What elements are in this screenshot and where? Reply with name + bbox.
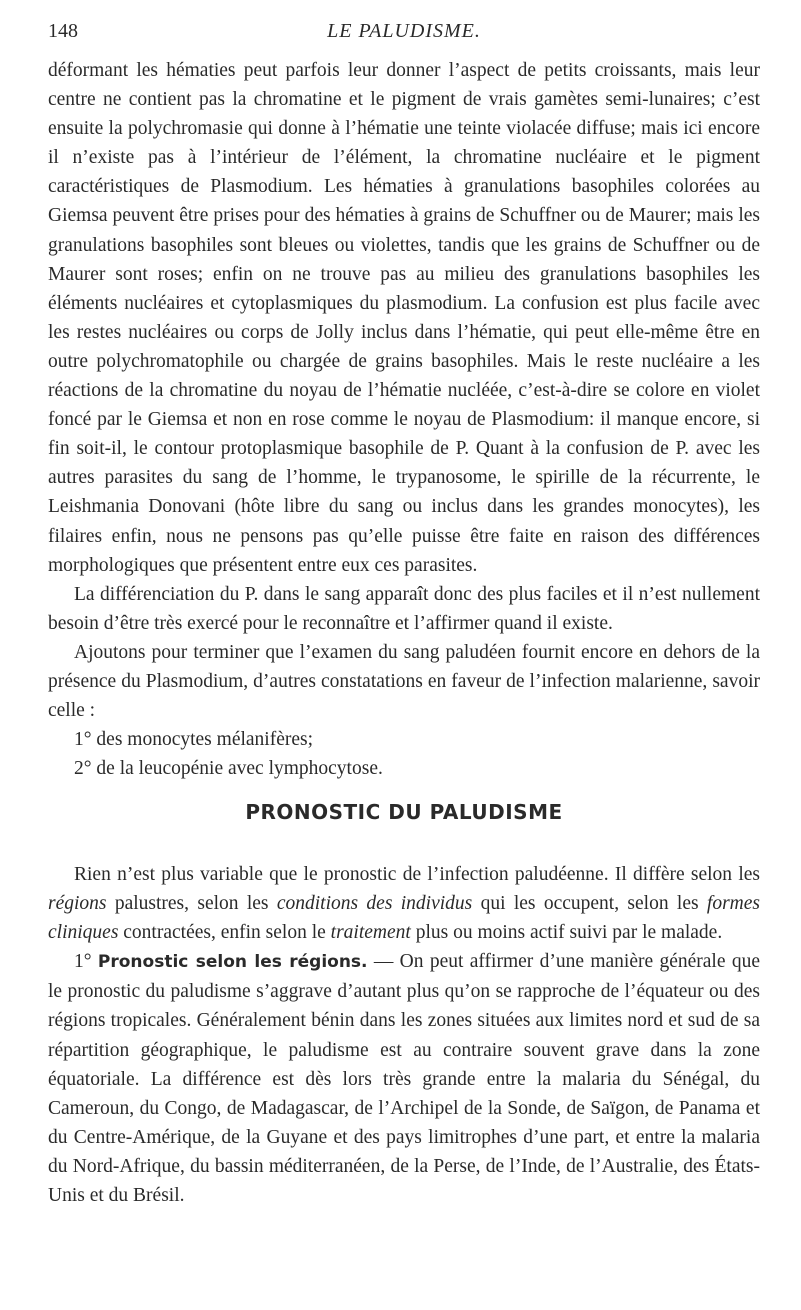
list-item-leucopenia: 2° de la leucopénie avec lymphocytose. bbox=[74, 758, 383, 780]
paragraph-continued: déformant les hématies peut parfois leur donner l’aspect de petits croissants, mais leur centre ne contient pas la chromatine et le pigment de vrais gamètes semi-lunaires; c’est ensuite la polychromasie qui donne à l’hématie une teinte violacée diffuse; mais ici encore il n’existe pas à l’intérieur de l’élément, la chromatine nucléaire et le pigment caractéristiques de Plasmodium. Les hématies à granulations basophiles colorées au Giemsa peuvent être prises pour des hématies à grains de Schuffner ou de Maurer; mais les granulations basophiles sont bleues ou violettes, tandis que les grains de Schuffner ou de Maurer sont roses; enfin on ne trouve pas au milieu des granulations basophiles les éléments nucléaires et cytoplasmiques du plasmodium. La confusion est plus facile avec les restes nucléaires ou corps de Jolly inclus dans l’hématie, qui peut elle-même être en outre polychromatophile ou chargée de grains basophiles. Mais le reste nucléaire a les réactions de la chromatine du noyau de l’hématie nucléée, c’est-à-dire se colore en violet foncé par le Giemsa et non en rose comme le noyau de Plasmodium: il manque encore, si fin soit-il, le contour protoplasmique basophile de P. Quant à la confusion de P. avec les autres parasites du sang de l’homme, le trypanosome, le spirille de la récurrente, le Leishmania Donovani (hôte libre du sang ou inclus dans les grandes monocytes), les filaires enfin, nous ne pensons pas qu’elle puisse être faite en raison des différences morphologiques que présentent entre eux ces parasites. bbox=[48, 60, 760, 576]
lower-text-block bbox=[48, 860, 760, 1210]
emphasis-conditions: conditions des individus bbox=[276, 893, 473, 915]
subsection-number: 1° bbox=[74, 951, 92, 973]
running-title: LE PALUDISME. bbox=[327, 20, 481, 42]
page-number: 148 bbox=[48, 20, 78, 42]
subsection-text: — On peut affirmer d’une manière générale que le pronostic du paludisme s’aggrave d’autant plus qu’on se rapproche de l’équateur ou des régions tropicales. Généralement bénin dans les zones situées aux limites nord et sud de sa répartition géographique, le paludisme est au contraire souvent grave dans la zone équatoriale. La différence est dès lors très grande entre la malaria du Sénégal, du Cameroun, du Congo, de Madagascar, de l’Archipel de la Sonde, de Saïgon, de Panama et du Centre-Amérique, de la Guyane et des pays limitrophes d’une part, et entre la malaria du Nord-Afrique, du bassin méditerranéen, de la Perse, de l’Inde, de l’Australie, des États-Unis et du Brésil. bbox=[48, 951, 760, 1207]
paragraph-conclusion: Ajoutons pour terminer que l’examen du sang paludéen fournit encore en dehors de la présence du Plasmodium, d’autres constatations en faveur de l’infection malarienne, savoir celle : bbox=[48, 641, 760, 722]
section-heading: PRONOSTIC DU PALUDISME bbox=[245, 800, 563, 824]
paragraph-regions bbox=[48, 947, 760, 1210]
emphasis-forms: formes cliniques bbox=[48, 893, 760, 944]
page-header bbox=[48, 20, 760, 46]
paragraph-differentiation: La différenciation du P. dans le sang apparaît donc des plus faciles et il n’est nullement besoin d’être très exercé pour le reconnaître et l’affirmer quand il existe. bbox=[48, 583, 760, 634]
list-item-monocytes: 1° des monocytes mélanifères; bbox=[74, 729, 314, 751]
subsection-title: Pronostic selon les régions. bbox=[97, 952, 368, 973]
paragraph-intro: Rien n’est plus variable que le pronostic de l’infection paludéenne. Il diffère selon les régions palustres, selon les conditions des individus qui les occupent, selon les formes cliniques contractées, enfin selon le traitement plus ou moins actif suivi par le malade. bbox=[48, 864, 760, 944]
emphasis-regions: régions bbox=[48, 893, 107, 915]
upper-text-block bbox=[48, 56, 760, 783]
emphasis-treatment: traitement bbox=[330, 922, 411, 944]
